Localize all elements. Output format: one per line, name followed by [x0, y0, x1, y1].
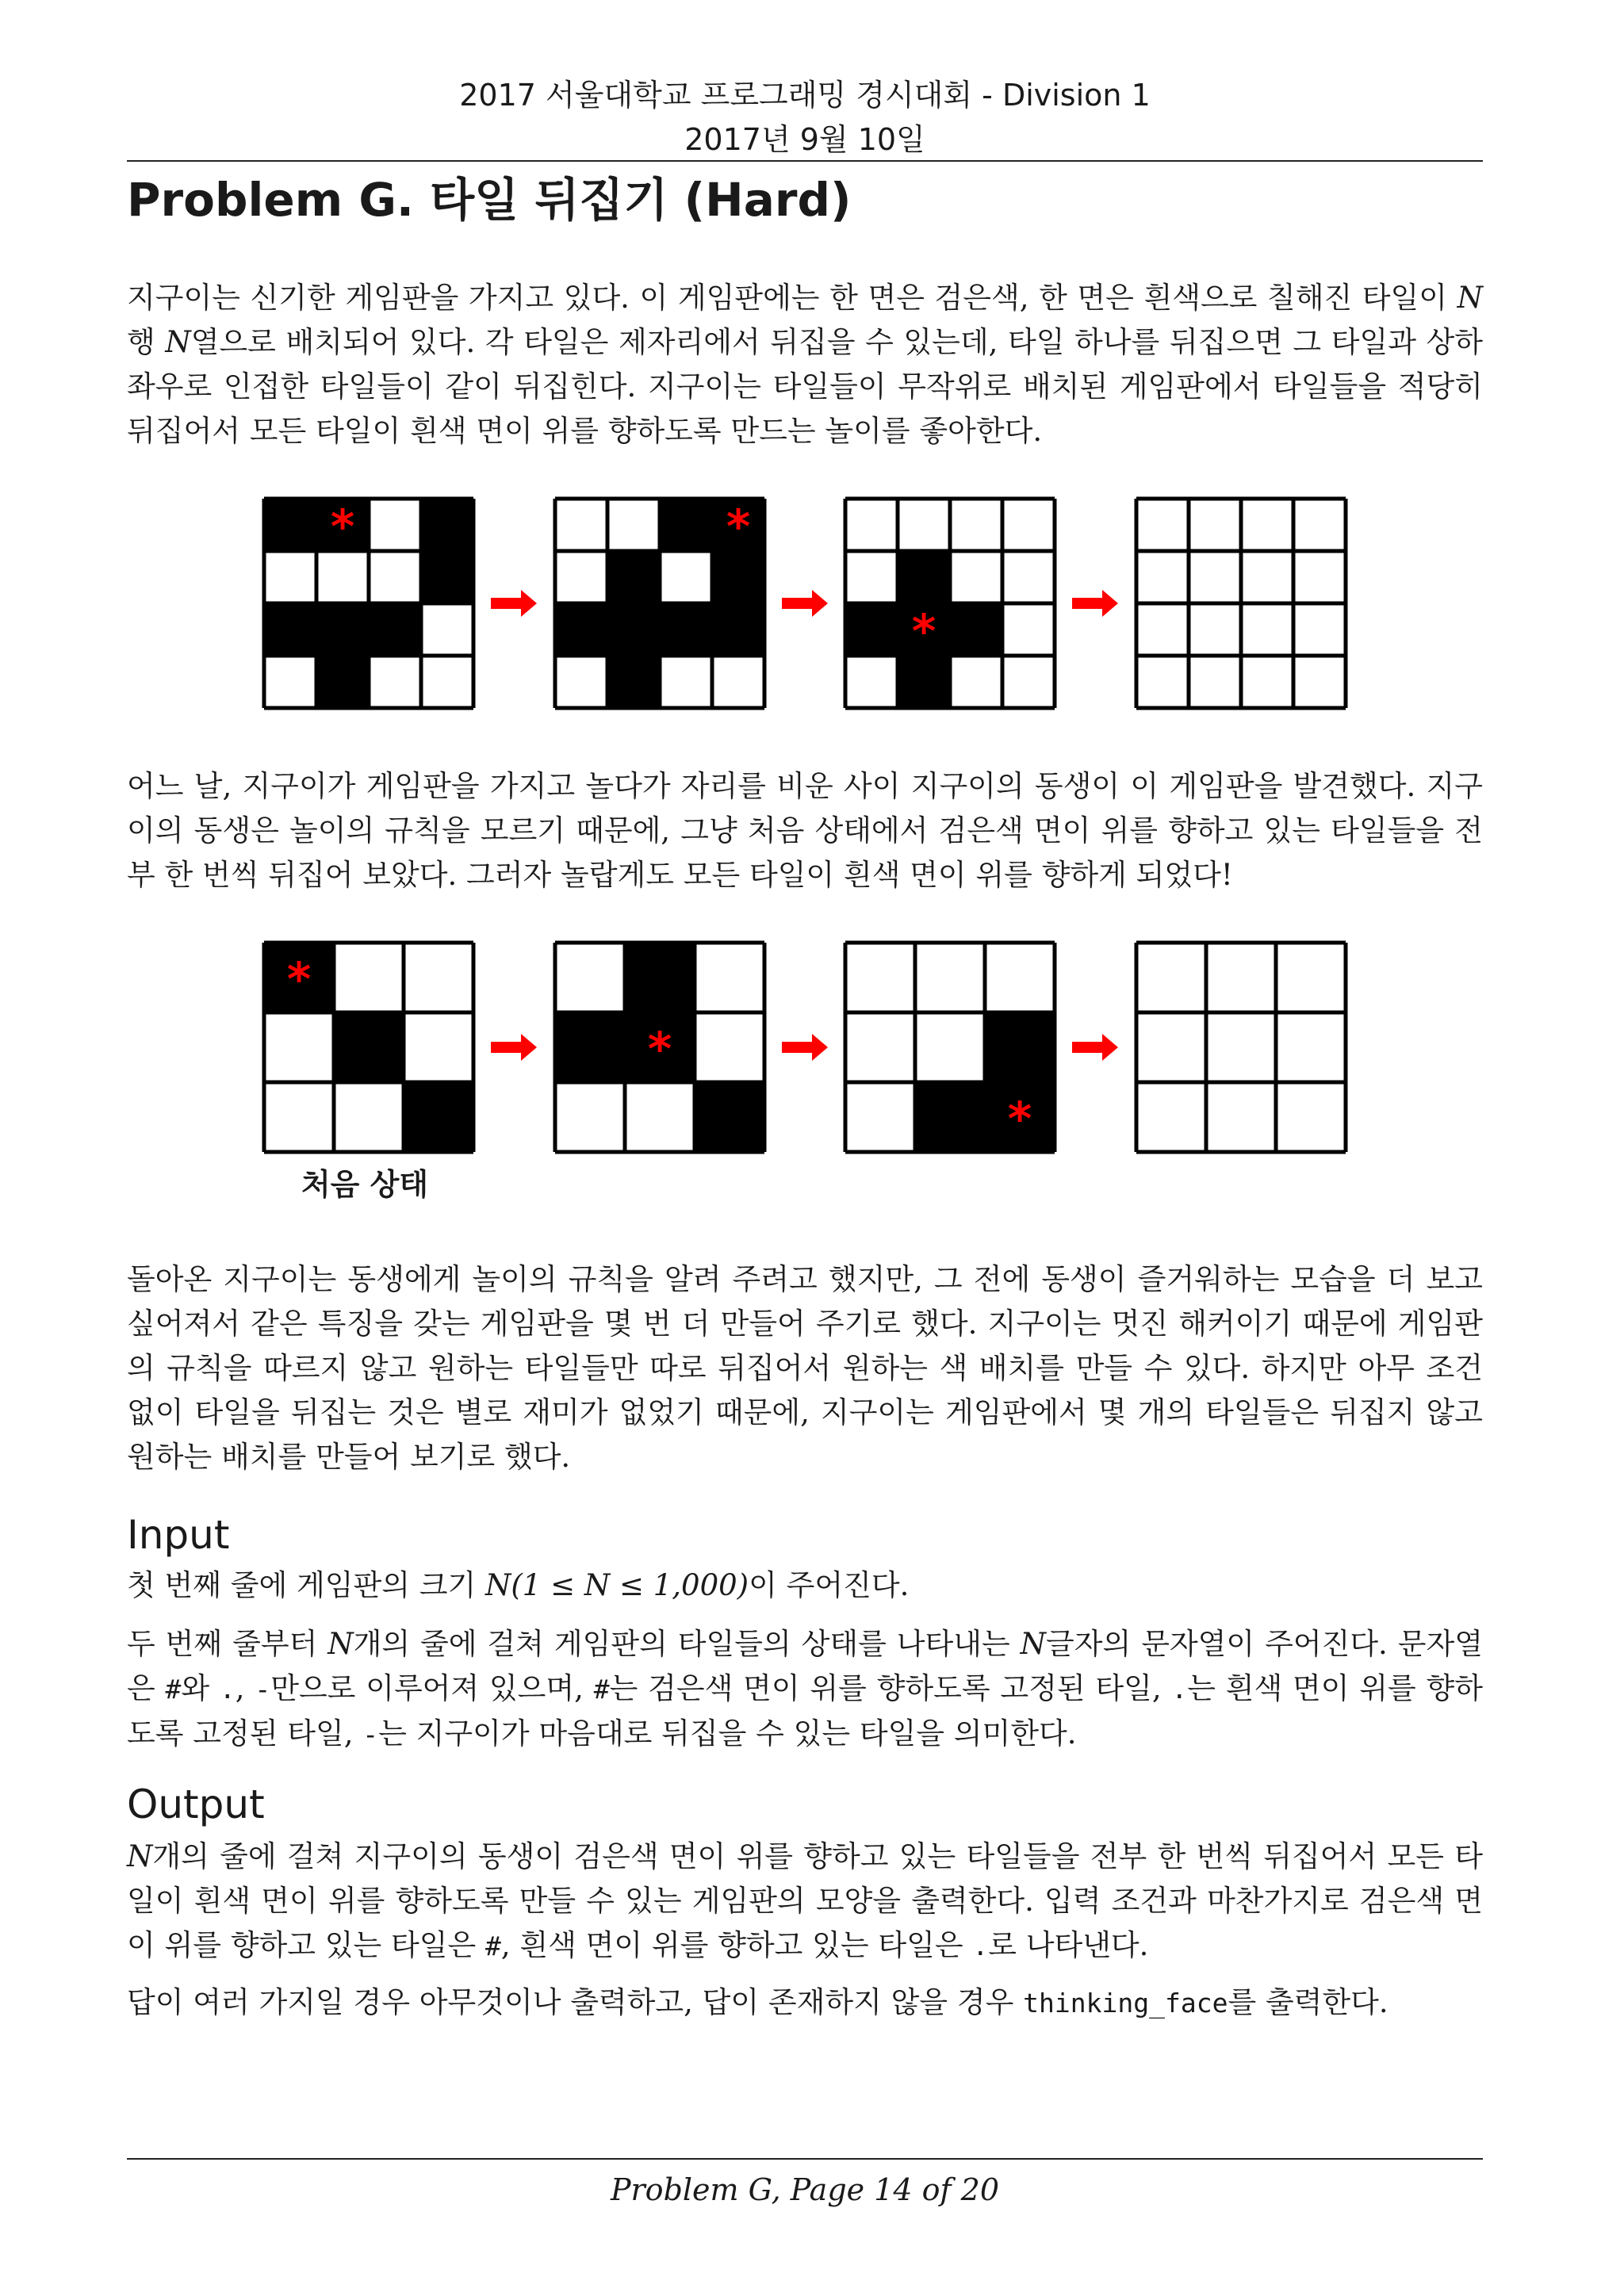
tile-white: [1136, 499, 1189, 551]
tile-black: [898, 551, 950, 603]
tile-white: [845, 656, 898, 708]
tile-black: [264, 499, 316, 551]
tile-black: [607, 551, 660, 603]
tile-white: [1293, 656, 1346, 708]
input-heading: Input: [127, 1512, 230, 1558]
tile-board: [264, 943, 473, 1152]
tile-white: [1206, 943, 1276, 1012]
story-paragraph: 어느 날, 지구이가 게임판을 가지고 놀다가 자리를 비운 사이 지구이의 동생이 이 게임판을 발견했다. 지구이의 동생은 놀이의 규칙을 모르기 때문에, 그냥 처음 상태에서 검은색 면이 위를 향하고 있는 타일들을 전부 한 번씩 뒤집어 보았다. 그러자 놀랍게도 모든 타일이 흰색 면이 위를 향하게 되었다!: [127, 769, 1483, 892]
var-n: N: [1457, 281, 1483, 315]
tile-black: [950, 603, 1002, 656]
flip-star-icon: *: [726, 499, 751, 553]
code-dot: .: [972, 1931, 989, 1961]
tile-white: [845, 499, 898, 551]
tile-white: [1189, 656, 1241, 708]
tile-white: [660, 656, 712, 708]
tile-white: [1206, 1082, 1276, 1152]
tile-black: [607, 656, 660, 708]
tile-black: [712, 603, 764, 656]
tile-white: [1136, 1082, 1206, 1152]
arrow-right-icon: [491, 1034, 537, 1061]
footer-divider: [127, 2158, 1483, 2160]
tile-white: [1189, 499, 1241, 551]
tile-white: [264, 656, 316, 708]
tile-black: [898, 656, 950, 708]
tile-white: [845, 1082, 915, 1152]
tile-white: [369, 551, 421, 603]
tile-black: [660, 603, 712, 656]
tile-black: [695, 1082, 764, 1152]
output-line-2: 답이 여러 가지일 경우 아무것이나 출력하고, 답이 존재하지 않을 경우 thinking_face를 출력한다.: [127, 1985, 1388, 2019]
tile-white: [607, 499, 660, 551]
flip-star-icon: *: [647, 1022, 672, 1076]
tile-board: [555, 499, 764, 708]
tile-black: [421, 499, 473, 551]
input-line-1: 첫 번째 줄에 게임판의 크기 N(1 ≤ N ≤ 1,000)이 주어진다.: [127, 1568, 910, 1602]
tile-white: [369, 499, 421, 551]
tile-board: [555, 943, 764, 1152]
tile-white: [898, 499, 950, 551]
tile-white: [404, 943, 473, 1012]
tile-white: [950, 551, 1002, 603]
tile-white: [1002, 603, 1055, 656]
tile-white: [1293, 551, 1346, 603]
tile-black: [660, 499, 712, 551]
tile-white: [1276, 1082, 1346, 1152]
flip-example-figure-1: [0, 488, 1624, 725]
page-footer: Problem G, Page 14 of 20: [610, 2172, 1000, 2207]
tile-white: [1136, 1012, 1206, 1082]
code-hash: #: [165, 1674, 182, 1705]
tile-white: [625, 1082, 695, 1152]
contest-date: 2017년 9월 10일: [684, 122, 925, 157]
code-dot: .: [219, 1674, 236, 1705]
tile-white: [1002, 656, 1055, 708]
tile-white: [555, 656, 607, 708]
tile-black: [845, 603, 898, 656]
tile-white: [555, 499, 607, 551]
tile-white: [264, 1082, 334, 1152]
tile-black: [421, 551, 473, 603]
flip-star-icon: *: [1007, 1092, 1032, 1146]
code-dash: -: [362, 1719, 379, 1750]
tile-board: [264, 499, 473, 708]
tile-white: [950, 499, 1002, 551]
figure-caption: 처음 상태: [301, 1167, 429, 1202]
contest-header: 2017 서울대학교 프로그래밍 경시대회 - Division 1: [459, 78, 1151, 113]
tile-white: [555, 1082, 625, 1152]
tile-white: [421, 603, 473, 656]
tile-white: [1002, 551, 1055, 603]
tile-white: [1276, 943, 1346, 1012]
tile-white: [1136, 656, 1189, 708]
tile-white: [555, 551, 607, 603]
tile-black: [555, 603, 607, 656]
tile-white: [1136, 551, 1189, 603]
flip-star-icon: *: [330, 499, 355, 553]
tile-white: [660, 551, 712, 603]
tile-white: [1189, 551, 1241, 603]
header-divider: [127, 160, 1483, 162]
tile-black: [555, 1012, 625, 1082]
tile-white: [915, 1012, 985, 1082]
tile-board: [845, 499, 1055, 708]
tile-board: [1136, 499, 1346, 708]
tile-white: [1241, 551, 1293, 603]
flip-star-icon: *: [286, 952, 312, 1006]
arrow-right-icon: [1072, 590, 1118, 617]
tile-black: [316, 656, 369, 708]
tile-white: [334, 1082, 404, 1152]
tile-board: [1136, 943, 1346, 1152]
tile-white: [950, 656, 1002, 708]
flip-example-figure-2: [0, 932, 1624, 1169]
problem-title: Problem G. 타일 뒤집기 (Hard): [127, 173, 852, 227]
tile-white: [845, 1012, 915, 1082]
tile-white: [334, 943, 404, 1012]
code-dot: .: [1171, 1674, 1188, 1705]
size-constraint: N(1 ≤ N ≤ 1,000): [485, 1568, 749, 1602]
tile-black: [625, 943, 695, 1012]
code-thinking-face: thinking_face: [1023, 1988, 1228, 2019]
output-heading: Output: [127, 1781, 265, 1827]
arrow-right-icon: [1072, 1034, 1118, 1061]
tile-white: [1293, 499, 1346, 551]
tile-black: [404, 1082, 473, 1152]
tile-white: [555, 943, 625, 1012]
tile-white: [1293, 603, 1346, 656]
tile-black: [264, 603, 316, 656]
input-line-2: 두 번째 줄부터 N개의 줄에 걸쳐 게임판의 타일들의 상태를 나타내는 N글자의 문자열이 주어진다. 문자열은 #와 ., -만으로 이루어져 있으며, #는 검은색 면이 위를 향하도록 고정된 타일, .는 흰색 면이 위를 향하도록 고정된 타일, -는 지구이가 마음대로 뒤집을 수 있는 타일을 의미한다.: [127, 1627, 1483, 1751]
tile-white: [1002, 499, 1055, 551]
tile-black: [985, 1012, 1055, 1082]
tile-white: [316, 551, 369, 603]
tile-white: [845, 943, 915, 1012]
tile-white: [915, 943, 985, 1012]
intro-paragraph: 지구이는 신기한 게임판을 가지고 있다. 이 게임판에는 한 면은 검은색, 한 면은 흰색으로 칠해진 타일이 N행 N열으로 배치되어 있다. 각 타일은 제자리에서 뒤집을 수 있는데, 타일 하나를 뒤집으면 그 타일과 상하좌우로 인접한 타일들이 같이 뒤집힌다. 지구이는 타일들이 무작위로 배치된 게임판에서 타일들을 적당히 뒤집어서 모든 타일이 흰색 면이 위를 향하도록 만드는 놀이를 좋아한다.: [127, 281, 1483, 448]
tile-black: [712, 551, 764, 603]
tile-white: [1136, 943, 1206, 1012]
tile-white: [369, 656, 421, 708]
tile-board: [845, 943, 1055, 1152]
tile-white: [1241, 603, 1293, 656]
var-n: N: [165, 325, 191, 359]
tile-white: [695, 1012, 764, 1082]
tile-white: [1276, 1012, 1346, 1082]
tile-white: [712, 656, 764, 708]
arrow-right-icon: [782, 590, 828, 617]
flip-star-icon: *: [911, 604, 936, 658]
tile-white: [845, 551, 898, 603]
code-hash: #: [485, 1931, 501, 1961]
task-paragraph: 돌아온 지구이는 동생에게 놀이의 규칙을 알려 주려고 했지만, 그 전에 동생이 즐거워하는 모습을 더 보고 싶어져서 같은 특징을 갖는 게임판을 몇 번 더 만들어 주기로 했다. 지구이는 멋진 해커이기 때문에 게임판의 규칙을 따르지 않고 원하는 타일들만 따로 뒤집어서 원하는 색 배치를 만들 수 있다. 하지만 아무 조건 없이 타일을 뒤집는 것은 별로 재미가 없었기 때문에, 지구이는 게임판에서 몇 개의 타일들은 뒤집지 않고 원하는 배치를 만들어 보기로 했다.: [127, 1262, 1483, 1474]
tile-black: [607, 603, 660, 656]
tile-white: [264, 1012, 334, 1082]
tile-white: [1241, 656, 1293, 708]
tile-white: [695, 943, 764, 1012]
output-line-1: N개의 줄에 걸쳐 지구이의 동생이 검은색 면이 위를 향하고 있는 타일들을 전부 한 번씩 뒤집어서 모든 타일이 흰색 면이 위를 향하도록 만들 수 있는 게임판의 모양을 출력한다. 입력 조건과 마찬가지로 검은색 면이 위를 향하고 있는 타일은 #, 흰색 면이 위를 향하고 있는 타일은 .로 나타낸다.: [127, 1839, 1483, 1962]
tile-black: [334, 1012, 404, 1082]
tile-black: [316, 603, 369, 656]
tile-white: [1189, 603, 1241, 656]
tile-white: [1206, 1012, 1276, 1082]
tile-white: [404, 1012, 473, 1082]
tile-white: [264, 551, 316, 603]
tile-white: [421, 656, 473, 708]
tile-black: [369, 603, 421, 656]
code-hash: #: [593, 1674, 610, 1705]
tile-white: [985, 943, 1055, 1012]
code-dash: -: [255, 1674, 271, 1705]
tile-black: [915, 1082, 985, 1152]
tile-white: [1241, 499, 1293, 551]
arrow-right-icon: [491, 590, 537, 617]
arrow-right-icon: [782, 1034, 828, 1061]
tile-white: [1136, 603, 1189, 656]
